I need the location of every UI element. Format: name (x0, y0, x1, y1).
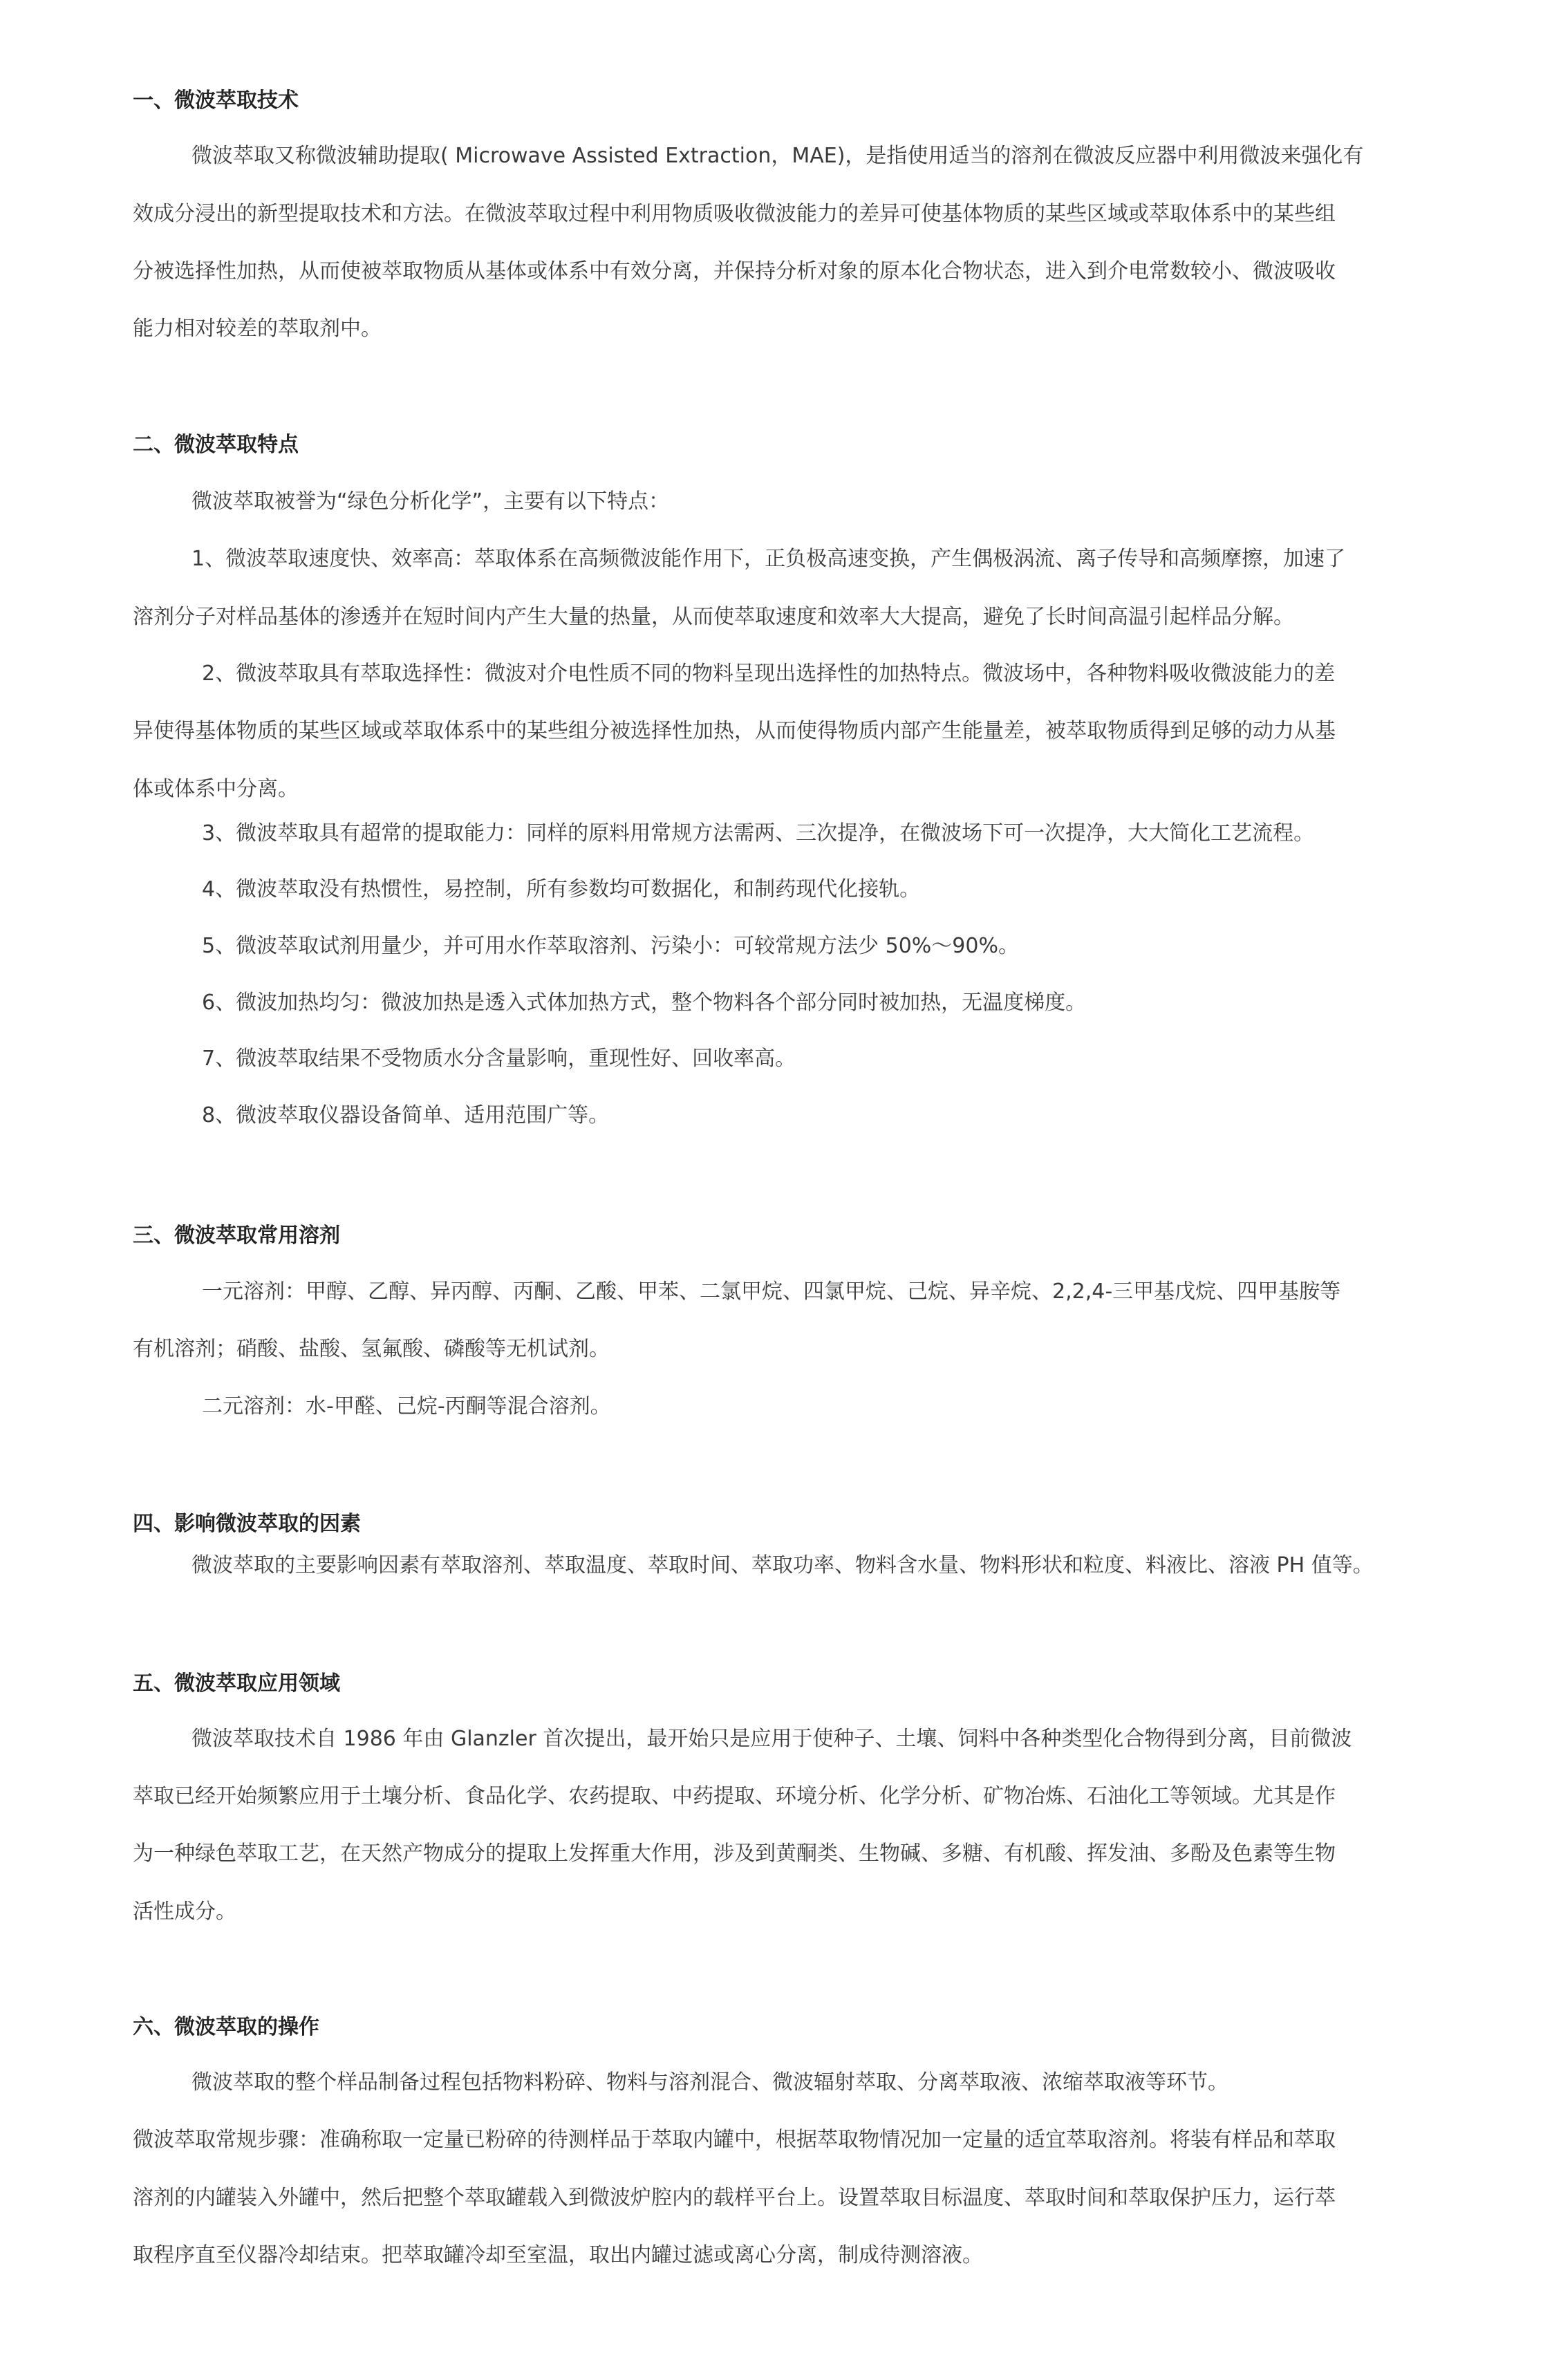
section-2-line-3: 溶剂分子对样品基体的渗透并在短时间内产生大量的热量，从而使萃取速度和效率大大提高，避免了长时间高温引起样品分解。 (133, 605, 1294, 629)
section-5-line-3: 为一种绿色萃取工艺，在天然产物成分的提取上发挥重大作用，涉及到黄酮类、生物碱、多糖、有机酸、挥发油、多酚及色素等生物 (133, 1842, 1336, 1866)
section-1-line-3: 分被选择性加热，从而使被萃取物质从基体或体系中有效分离，并保持分析对象的原本化合物状态，进入到介电常数较小、微波吸收 (133, 259, 1336, 283)
section-2-line-10: 6、微波加热均匀：微波加热是透入式体加热方式，整个物料各个部分同时被加热，无温度梯度。 (202, 991, 1087, 1015)
section-5-line-2: 萃取已经开始频繁应用于土壤分析、食品化学、农药提取、中药提取、环境分析、化学分析、矿物冶炼、石油化工等领域。尤其是作 (133, 1784, 1336, 1808)
section-3-line-1: 一元溶剂：甲醇、乙醇、异丙醇、丙酮、乙酸、甲苯、二氯甲烷、四氯甲烷、己烷、异辛烷、2,2,4-三甲基戊烷、四甲基胺等 (202, 1280, 1341, 1304)
section-4-line-1: 微波萃取的主要影响因素有萃取溶剂、萃取温度、萃取时间、萃取功率、物料含水量、物料形状和粒度、料液比、溶液 PH 值等。 (191, 1553, 1374, 1577)
section-heading-2: 二、微波萃取特点 (133, 433, 299, 457)
section-1-line-2: 效成分浸出的新型提取技术和方法。在微波萃取过程中利用物质吸收微波能力的差异可使基体物质的某些区域或萃取体系中的某些组 (133, 202, 1336, 226)
section-2-line-1: 微波萃取被誉为“绿色分析化学”，主要有以下特点： (191, 489, 670, 514)
section-heading-4: 四、影响微波萃取的因素 (133, 1512, 361, 1536)
section-6-line-2: 微波萃取常规步骤：准确称取一定量已粉碎的待测样品于萃取内罐中，根据萃取物情况加一定量的适宜萃取溶剂。将装有样品和萃取 (133, 2128, 1336, 2152)
section-2-line-12: 8、微波萃取仪器设备简单、适用范围广等。 (202, 1103, 610, 1127)
section-2-line-7: 3、微波萃取具有超常的提取能力：同样的原料用常规方法需两、三次提净，在微波场下可一次提净，大大简化工艺流程。 (202, 821, 1315, 845)
section-2-line-8: 4、微波萃取没有热惯性，易控制，所有参数均可数据化，和制药现代化接轨。 (202, 877, 921, 901)
section-2-line-5: 异使得基体物质的某些区域或萃取体系中的某些组分被选择性加热，从而使得物质内部产生能量差，被萃取物质得到足够的动力从基 (133, 719, 1336, 743)
section-5-line-1: 微波萃取技术自 1986 年由 Glanzler 首次提出，最开始只是应用于使种子、土壤、饲料中各种类型化合物得到分离，目前微波 (191, 1727, 1352, 1751)
section-heading-6: 六、微波萃取的操作 (133, 2015, 319, 2039)
section-6-line-3: 溶剂的内罐装入外罐中，然后把整个萃取罐载入到微波炉腔内的载样平台上。设置萃取目标温度、萃取时间和萃取保护压力，运行萃 (133, 2186, 1336, 2210)
section-heading-1: 一、微波萃取技术 (133, 88, 299, 113)
section-3-line-2: 有机溶剂；硝酸、盐酸、氢氟酸、磷酸等无机试剂。 (133, 1337, 610, 1361)
section-1-line-1: 微波萃取又称微波辅助提取( Microwave Assisted Extraction，MAE)，是指使用适当的溶剂在微波反应器中利用微波来强化有 (191, 144, 1364, 168)
section-heading-3: 三、微波萃取常用溶剂 (133, 1224, 340, 1248)
section-2-line-11: 7、微波萃取结果不受物质水分含量影响，重现性好、回收率高。 (202, 1047, 796, 1071)
section-2-line-6: 体或体系中分离。 (133, 777, 299, 801)
section-2-line-2: 1、微波萃取速度快、效率高：萃取体系在高频微波能作用下，正负极高速变换，产生偶极涡流、离子传导和高频摩擦，加速了 (191, 547, 1346, 571)
section-3-line-3: 二元溶剂：水-甲醛、己烷-丙酮等混合溶剂。 (202, 1394, 611, 1418)
section-5-line-4: 活性成分。 (133, 1900, 236, 1924)
section-heading-5: 五、微波萃取应用领域 (133, 1671, 340, 1696)
section-6-line-4: 取程序直至仪器冷却结束。把萃取罐冷却至室温，取出内罐过滤或离心分离，制成待测溶液。 (133, 2243, 983, 2267)
section-2-line-4: 2、微波萃取具有萃取选择性：微波对介电性质不同的物料呈现出选择性的加热特点。微波场中，各种物料吸收微波能力的差 (202, 662, 1336, 686)
section-1-line-4: 能力相对较差的萃取剂中。 (133, 317, 382, 341)
section-6-line-1: 微波萃取的整个样品制备过程包括物料粉碎、物料与溶剂混合、微波辐射萃取、分离萃取液、浓缩萃取液等环节。 (191, 2070, 1228, 2095)
section-2-line-9: 5、微波萃取试剂用量少，并可用水作萃取溶剂、污染小：可较常规方法少 50%～90%。 (202, 934, 1019, 958)
